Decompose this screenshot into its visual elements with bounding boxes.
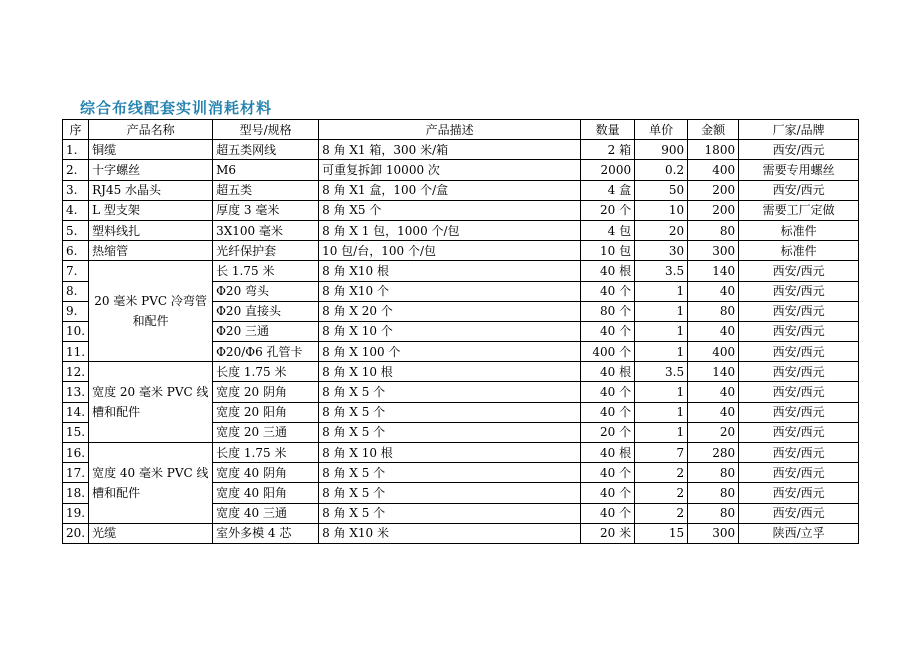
row-amount: 200 (688, 200, 739, 220)
row-model: 光纤保护套 (213, 241, 319, 261)
row-desc: 8 角 X10 个 (319, 281, 581, 301)
row-desc: 8 角 X 10 根 (319, 443, 581, 463)
row-desc: 8 角 X 100 个 (319, 342, 581, 362)
row-price: 1 (635, 342, 688, 362)
header-amount: 金额 (688, 120, 739, 140)
row-model: 宽度 20 阴角 (213, 382, 319, 402)
row-no: 2. (63, 160, 89, 180)
row-qty: 4 盒 (581, 180, 635, 200)
table-row (63, 523, 859, 543)
table-row (63, 160, 859, 180)
row-desc: 8 角 X 5 个 (319, 503, 581, 523)
header-model: 型号/规格 (213, 120, 319, 140)
row-desc: 8 角 X 10 根 (319, 362, 581, 382)
row-qty: 20 个 (581, 422, 635, 442)
table-row (63, 220, 859, 240)
row-price: 3.5 (635, 261, 688, 281)
row-no: 16. (63, 443, 89, 463)
row-desc: 8 角 X 5 个 (319, 402, 581, 422)
row-name: 热缩管 (89, 241, 213, 261)
row-group-name: 宽度 20 毫米 PVC 线槽和配件 (89, 362, 213, 443)
row-no: 18. (63, 483, 89, 503)
row-amount: 40 (688, 382, 739, 402)
row-no: 14. (63, 402, 89, 422)
row-brand: 西安/西元 (739, 422, 859, 442)
row-no: 15. (63, 422, 89, 442)
row-desc: 8 角 X 5 个 (319, 422, 581, 442)
row-desc: 可重复拆卸 10000 次 (319, 160, 581, 180)
header-row (63, 120, 859, 140)
row-qty: 40 个 (581, 402, 635, 422)
row-price: 1 (635, 301, 688, 321)
row-qty: 2 箱 (581, 140, 635, 160)
row-no: 4. (63, 200, 89, 220)
row-model: Φ20 直接头 (213, 301, 319, 321)
row-model: 宽度 20 三通 (213, 422, 319, 442)
row-no: 19. (63, 503, 89, 523)
row-model: 宽度 40 阳角 (213, 483, 319, 503)
row-model: 厚度 3 毫米 (213, 200, 319, 220)
row-model: 宽度 20 阳角 (213, 402, 319, 422)
table-row (63, 261, 859, 281)
header-qty: 数量 (581, 120, 635, 140)
row-model: 宽度 40 三通 (213, 503, 319, 523)
row-model: Φ20 弯头 (213, 281, 319, 301)
row-price: 1 (635, 281, 688, 301)
table-row (63, 443, 859, 463)
document-title: 综合布线配套实训消耗材料 (80, 99, 273, 117)
row-amount: 300 (688, 241, 739, 261)
row-no: 8. (63, 281, 89, 301)
row-no: 3. (63, 180, 89, 200)
row-qty: 20 个 (581, 200, 635, 220)
row-brand: 西安/西元 (739, 382, 859, 402)
row-model: Φ20/Φ6 孔管卡 (213, 342, 319, 362)
row-qty: 20 米 (581, 523, 635, 543)
row-amount: 200 (688, 180, 739, 200)
row-no: 11. (63, 342, 89, 362)
row-desc: 8 角 X1 盒，100 个/盒 (319, 180, 581, 200)
table-row (63, 241, 859, 261)
row-price: 2 (635, 463, 688, 483)
row-price: 900 (635, 140, 688, 160)
row-desc: 8 角 X10 根 (319, 261, 581, 281)
row-desc: 8 角 X 20 个 (319, 301, 581, 321)
row-amount: 80 (688, 220, 739, 240)
row-group-name: 宽度 40 毫米 PVC 线槽和配件 (89, 443, 213, 524)
row-no: 6. (63, 241, 89, 261)
row-price: 15 (635, 523, 688, 543)
row-desc: 8 角 X10 米 (319, 523, 581, 543)
row-amount: 1800 (688, 140, 739, 160)
row-model: 超五类网线 (213, 140, 319, 160)
row-desc: 8 角 X 5 个 (319, 483, 581, 503)
row-price: 30 (635, 241, 688, 261)
row-no: 5. (63, 220, 89, 240)
row-name: RJ45 水晶头 (89, 180, 213, 200)
table-row (63, 200, 859, 220)
row-amount: 140 (688, 261, 739, 281)
row-brand: 西安/西元 (739, 301, 859, 321)
row-qty: 40 个 (581, 281, 635, 301)
row-desc: 8 角 X5 个 (319, 200, 581, 220)
row-price: 2 (635, 483, 688, 503)
row-no: 10. (63, 321, 89, 341)
row-no: 1. (63, 140, 89, 160)
row-brand: 西安/西元 (739, 180, 859, 200)
row-brand: 西安/西元 (739, 362, 859, 382)
row-model: 室外多模 4 芯 (213, 523, 319, 543)
row-no: 12. (63, 362, 89, 382)
row-name: 塑料线扎 (89, 220, 213, 240)
row-desc: 8 角 X 5 个 (319, 382, 581, 402)
row-desc: 8 角 X 1 包，1000 个/包 (319, 220, 581, 240)
row-model: Φ20 三通 (213, 321, 319, 341)
row-desc: 8 角 X 10 个 (319, 321, 581, 341)
row-qty: 2000 (581, 160, 635, 180)
row-brand: 西安/西元 (739, 463, 859, 483)
row-price: 1 (635, 321, 688, 341)
row-amount: 280 (688, 443, 739, 463)
row-qty: 40 根 (581, 362, 635, 382)
header-name: 产品名称 (89, 120, 213, 140)
row-desc: 8 角 X1 箱，300 米/箱 (319, 140, 581, 160)
row-brand: 需要工厂定做 (739, 200, 859, 220)
header-no: 序 (63, 120, 89, 140)
row-qty: 40 个 (581, 382, 635, 402)
row-brand: 西安/西元 (739, 140, 859, 160)
table-row (63, 140, 859, 160)
row-qty: 40 个 (581, 321, 635, 341)
row-amount: 80 (688, 503, 739, 523)
row-no: 13. (63, 382, 89, 402)
row-brand: 需要专用螺丝 (739, 160, 859, 180)
row-qty: 40 根 (581, 443, 635, 463)
row-price: 2 (635, 503, 688, 523)
row-brand: 陕西/立孚 (739, 523, 859, 543)
row-model: 长 1.75 米 (213, 261, 319, 281)
header-price: 单价 (635, 120, 688, 140)
row-amount: 400 (688, 160, 739, 180)
row-name: L 型支架 (89, 200, 213, 220)
row-brand: 标准件 (739, 241, 859, 261)
row-qty: 40 根 (581, 261, 635, 281)
row-price: 3.5 (635, 362, 688, 382)
materials-table (62, 119, 859, 544)
row-model: 宽度 40 阴角 (213, 463, 319, 483)
table-row (63, 362, 859, 382)
row-qty: 40 个 (581, 483, 635, 503)
row-model: 长度 1.75 米 (213, 362, 319, 382)
row-desc: 8 角 X 5 个 (319, 463, 581, 483)
row-name: 十字螺丝 (89, 160, 213, 180)
row-desc: 10 包/台，100 个/包 (319, 241, 581, 261)
row-amount: 140 (688, 362, 739, 382)
row-model: 长度 1.75 米 (213, 443, 319, 463)
row-amount: 80 (688, 301, 739, 321)
row-amount: 300 (688, 523, 739, 543)
row-brand: 西安/西元 (739, 402, 859, 422)
header-desc: 产品描述 (319, 120, 581, 140)
row-no: 20. (63, 523, 89, 543)
row-group-name: 20 毫米 PVC 冷弯管和配件 (89, 261, 213, 362)
row-amount: 20 (688, 422, 739, 442)
row-price: 50 (635, 180, 688, 200)
row-model: M6 (213, 160, 319, 180)
row-no: 9. (63, 301, 89, 321)
row-price: 7 (635, 443, 688, 463)
row-qty: 400 个 (581, 342, 635, 362)
row-amount: 40 (688, 402, 739, 422)
row-qty: 4 包 (581, 220, 635, 240)
row-brand: 西安/西元 (739, 321, 859, 341)
row-brand: 西安/西元 (739, 261, 859, 281)
row-brand: 西安/西元 (739, 503, 859, 523)
row-price: 0.2 (635, 160, 688, 180)
row-brand: 西安/西元 (739, 281, 859, 301)
row-brand: 西安/西元 (739, 342, 859, 362)
row-amount: 400 (688, 342, 739, 362)
row-amount: 40 (688, 281, 739, 301)
row-model: 3X100 毫米 (213, 220, 319, 240)
row-model: 超五类 (213, 180, 319, 200)
row-price: 1 (635, 422, 688, 442)
row-price: 1 (635, 382, 688, 402)
row-brand: 标准件 (739, 220, 859, 240)
row-price: 10 (635, 200, 688, 220)
row-no: 7. (63, 261, 89, 281)
row-name: 光缆 (89, 523, 213, 543)
row-qty: 80 个 (581, 301, 635, 321)
row-amount: 80 (688, 483, 739, 503)
row-amount: 80 (688, 463, 739, 483)
row-name: 铜缆 (89, 140, 213, 160)
row-qty: 40 个 (581, 463, 635, 483)
row-qty: 40 个 (581, 503, 635, 523)
table-row (63, 180, 859, 200)
row-amount: 40 (688, 321, 739, 341)
header-brand: 厂家/品牌 (739, 120, 859, 140)
row-no: 17. (63, 463, 89, 483)
row-brand: 西安/西元 (739, 443, 859, 463)
row-price: 1 (635, 402, 688, 422)
row-brand: 西安/西元 (739, 483, 859, 503)
row-qty: 10 包 (581, 241, 635, 261)
row-price: 20 (635, 220, 688, 240)
